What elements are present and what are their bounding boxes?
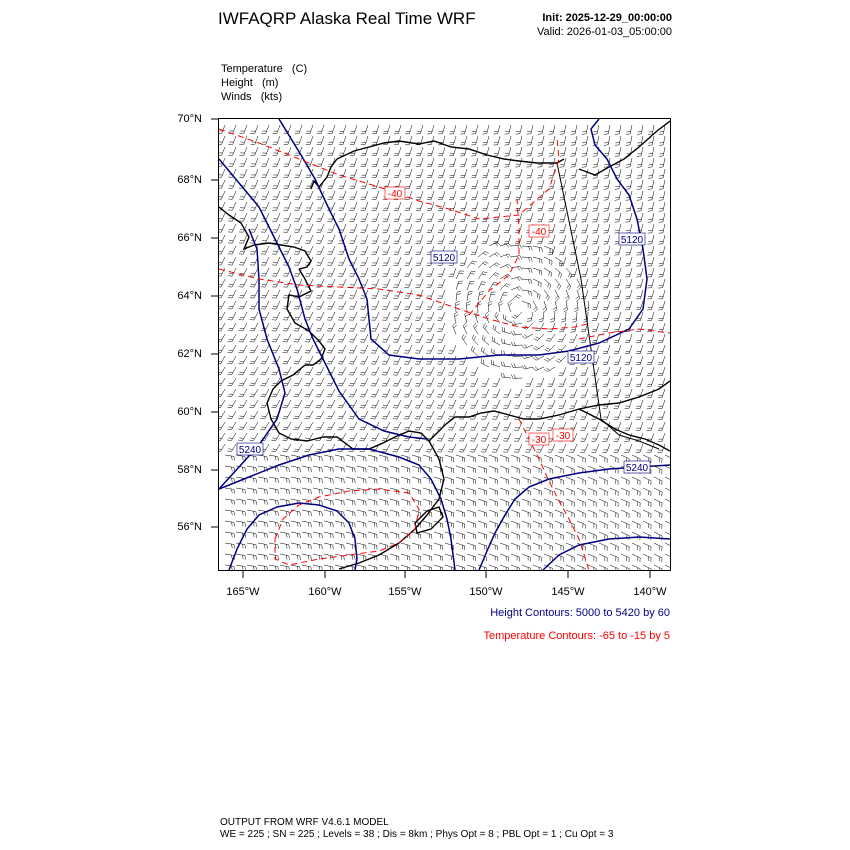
svg-text:5120: 5120: [569, 353, 593, 364]
svg-text:-40: -40: [531, 227, 547, 238]
axis-ticks: [200, 110, 690, 580]
lon-label-160w: 160°W: [308, 586, 342, 598]
footer-config: WE = 225 ; SN = 225 ; Levels = 38 ; Dis = 8km ; Phys Opt = 8 ; PBL Opt = 1 ; Cu Opt = 3: [220, 829, 614, 840]
svg-text:-30: -30: [531, 435, 547, 446]
field-label-winds: Winds (kts): [221, 91, 283, 103]
svg-text:5240: 5240: [625, 463, 649, 474]
svg-text:5120: 5120: [432, 253, 456, 264]
lat-label-62: 62°N: [177, 348, 202, 360]
valid-time: Valid: 2026-01-03_05:00:00: [537, 26, 672, 38]
height-contour-legend: Height Contours: 5000 to 5420 by 60: [490, 607, 670, 619]
lat-label-68: 68°N: [177, 174, 202, 186]
lon-label-140w: 140°W: [633, 586, 667, 598]
lon-label-155w: 155°W: [388, 586, 422, 598]
field-label-height: Height (m): [221, 77, 279, 89]
footer-model: OUTPUT FROM WRF V4.6.1 MODEL: [220, 817, 389, 828]
temperature-contour-legend: Temperature Contours: -65 to -15 by 5: [483, 630, 670, 642]
lat-label-70: 70°N: [177, 113, 202, 125]
lat-label-58: 58°N: [177, 464, 202, 476]
map-title: IWFAQRP Alaska Real Time WRF: [218, 9, 476, 28]
svg-text:-30: -30: [555, 431, 571, 442]
svg-text:5120: 5120: [620, 235, 644, 246]
lat-label-64: 64°N: [177, 290, 202, 302]
lat-label-56: 56°N: [177, 521, 202, 533]
lat-label-66: 66°N: [177, 232, 202, 244]
init-time: Init: 2025-12-29_00:00:00: [542, 12, 672, 24]
svg-text:-40: -40: [387, 189, 403, 200]
lat-label-60: 60°N: [177, 406, 202, 418]
svg-text:5240: 5240: [238, 445, 262, 456]
lon-label-165w: 165°W: [226, 586, 260, 598]
lon-label-145w: 145°W: [551, 586, 585, 598]
lon-label-150w: 150°W: [469, 586, 503, 598]
field-label-temperature: Temperature (C): [221, 63, 308, 75]
